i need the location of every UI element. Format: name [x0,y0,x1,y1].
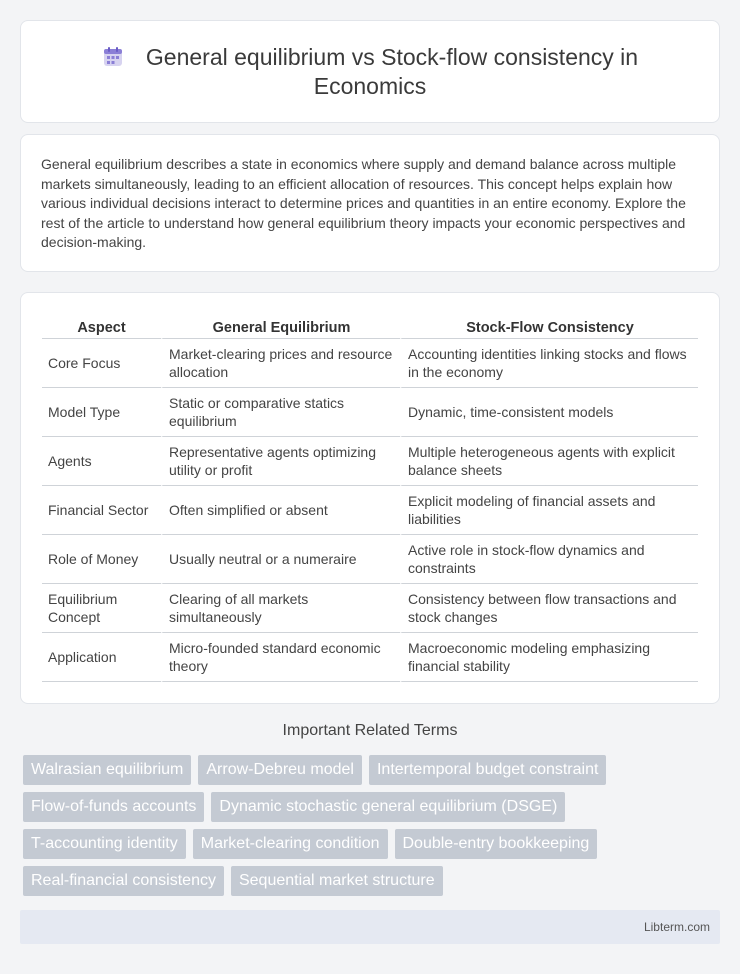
related-terms-title: Important Related Terms [282,722,458,739]
cell-stock-flow: Active role in stock-flow dynamics and constraints [400,535,698,584]
table-row [42,486,698,535]
related-term-tag[interactable]: Real-financial consistency [23,866,224,896]
page-title [61,43,679,101]
cell-general-equilibrium: Often simplified or absent [161,486,400,535]
cell-aspect: Application [42,633,161,682]
table-header-row [42,313,698,339]
intro-card [20,134,720,272]
related-term-tag[interactable]: Sequential market structure [231,866,443,896]
comparison-table [42,313,698,682]
related-term-tag[interactable]: Double-entry bookkeeping [395,829,598,859]
header-general-equilibrium: General Equilibrium [161,313,400,339]
related-term-tag[interactable]: Flow-of-funds accounts [23,792,204,822]
header-stock-flow-consistency: Stock-Flow Consistency [400,313,698,339]
table-row [42,339,698,388]
cell-stock-flow: Dynamic, time-consistent models [400,388,698,437]
related-term-tag[interactable]: T-accounting identity [23,829,186,859]
related-term-tag[interactable]: Dynamic stochastic general equilibrium (DSGE) [211,792,565,822]
related-term-tag[interactable]: Walrasian equilibrium [23,755,191,785]
table-row [42,584,698,633]
cell-general-equilibrium: Micro-founded standard economic theory [161,633,400,682]
footer [20,910,720,944]
footer-brand-link[interactable]: Libterm.com [643,920,710,934]
cell-stock-flow: Macroeconomic modeling emphasizing financial stability [400,633,698,682]
table-row [42,437,698,486]
cell-aspect: Model Type [42,388,161,437]
title-card [20,20,720,123]
cell-stock-flow: Accounting identities linking stocks and flows in the economy [400,339,698,388]
cell-aspect: Financial Sector [42,486,161,535]
intro-paragraph: General equilibrium describes a state in economics where supply and demand balance across multiple markets simultaneously, leading to an efficient allocation of resources. This concept helps explain how various individual decisions interact to determine prices and quantities in an entire economy. Explore the rest of the article to understand how general equilibrium theory impacts your economic perspectives and decision-making. [41,156,686,250]
related-term-tag[interactable]: Arrow-Debreu model [198,755,362,785]
cell-aspect: Core Focus [42,339,161,388]
table-row [42,633,698,682]
table-row [42,535,698,584]
cell-stock-flow: Consistency between flow transactions and stock changes [400,584,698,633]
cell-stock-flow: Explicit modeling of financial assets and liabilities [400,486,698,535]
cell-aspect: Role of Money [42,535,161,584]
cell-general-equilibrium: Usually neutral or a numeraire [161,535,400,584]
cell-aspect: Agents [42,437,161,486]
cell-general-equilibrium: Clearing of all markets simultaneously [161,584,400,633]
related-term-tag[interactable]: Market-clearing condition [193,829,388,859]
related-terms-list [23,755,723,896]
cell-general-equilibrium: Market-clearing prices and resource allocation [161,339,400,388]
header-aspect: Aspect [42,313,161,339]
cell-aspect: Equilibrium Concept [42,584,161,633]
related-term-tag[interactable]: Intertemporal budget constraint [369,755,606,785]
page-title-text: General equilibrium vs Stock-flow consistency in Economics [145,43,639,99]
cell-stock-flow: Multiple heterogeneous agents with explicit balance sheets [400,437,698,486]
comparison-card [20,292,720,704]
calendar-icon [102,46,124,68]
cell-general-equilibrium: Static or comparative statics equilibrium [161,388,400,437]
table-row [42,388,698,437]
cell-general-equilibrium: Representative agents optimizing utility or profit [161,437,400,486]
